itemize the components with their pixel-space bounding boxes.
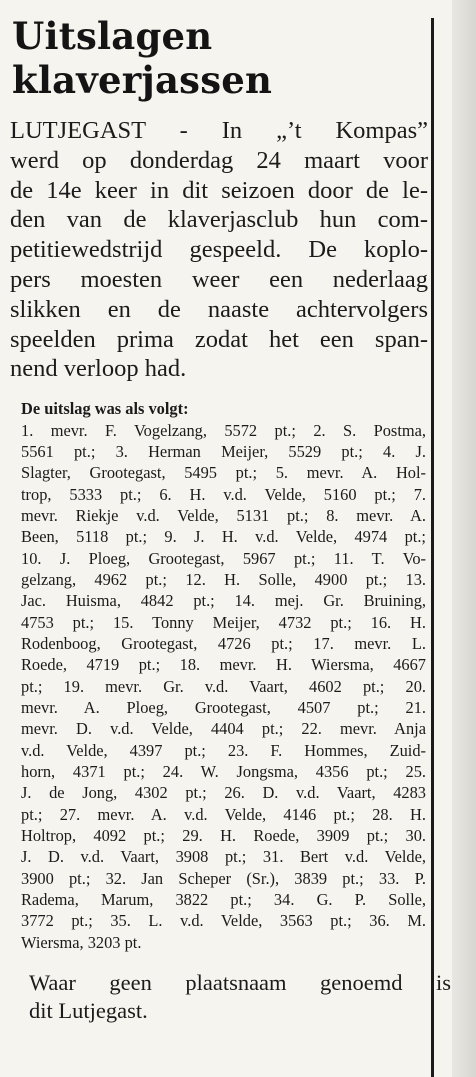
results-line: 3900 pt.; 32. Jan Scheper (Sr.), 3839 pt.; 33. P.	[21, 868, 426, 888]
lead-line: petitiewedstrijd gespeeld. De koplo-	[10, 236, 428, 264]
results-line: mevr. A. Ploeg, Grootegast, 4507 pt.; 21.	[21, 697, 426, 717]
results-line: 1. mevr. F. Vogelzang, 5572 pt.; 2. S. Postma,	[21, 420, 426, 440]
headline-line: klaverjassen	[12, 58, 273, 102]
page-edge-shadow	[452, 0, 476, 1077]
lead-line: nend verloop had.	[10, 355, 187, 383]
closing-note	[29, 969, 451, 1025]
results-line: Been, 5118 pt.; 9. J. H. v.d. Velde, 4974 pt.;	[21, 527, 426, 547]
results-line: pt.; 27. mevr. A. v.d. Velde, 4146 pt.; 28. H.	[21, 804, 426, 824]
results-line: 3772 pt.; 35. L. v.d. Velde, 3563 pt.; 36. M.	[21, 911, 426, 931]
results-line: Wiersma, 3203 pt.	[21, 932, 142, 952]
lead-line: LUTJEGAST - In „’t Kompas”	[10, 117, 428, 144]
results-line: J. de Jong, 4302 pt.; 26. D. v.d. Vaart, 4283	[21, 783, 426, 803]
results-line: 4753 pt.; 15. Tonny Meijer, 4732 pt.; 16. H.	[21, 612, 426, 632]
results-line: Jac. Huisma, 4842 pt.; 14. mej. Gr. Bruining,	[21, 591, 426, 611]
results-line: mevr. D. v.d. Velde, 4404 pt.; 22. mevr. Anja	[21, 719, 426, 739]
headline-line: Uitslagen	[12, 14, 213, 58]
results-intro: De uitslag was als volgt:	[21, 399, 189, 419]
results-line: mevr. Riekje v.d. Velde, 5131 pt.; 8. mevr. A.	[21, 505, 426, 525]
results-line: 5561 pt.; 3. Herman Meijer, 5529 pt.; 4. J.	[21, 441, 426, 461]
results-line: trop, 5333 pt.; 6. H. v.d. Velde, 5160 pt.; 7.	[21, 484, 426, 504]
lead-line: de 14e keer in dit seizoen door de le-	[10, 176, 428, 204]
lead-line: den van de klaverjasclub hun com-	[10, 206, 428, 234]
results-line: Holtrop, 4092 pt.; 29. H. Roede, 3909 pt.; 30.	[21, 826, 426, 846]
closing-line: Waar geen plaatsnaam genoemd is	[29, 970, 451, 996]
results-line: v.d. Velde, 4397 pt.; 23. F. Hommes, Zuid-	[21, 740, 426, 760]
results-line: gelzang, 4962 pt.; 12. H. Solle, 4900 pt.; 13.	[21, 569, 426, 589]
results-line: J. D. v.d. Vaart, 3908 pt.; 31. Bert v.d. Velde,	[21, 847, 426, 867]
results-line: 10. J. Ploeg, Grootegast, 5967 pt.; 11. T. Vo-	[21, 548, 426, 568]
closing-line: dit Lutjegast.	[29, 998, 148, 1024]
headline	[12, 14, 430, 102]
results-line: Radema, Marum, 3822 pt.; 34. G. P. Solle,	[21, 890, 426, 910]
results-line: horn, 4371 pt.; 24. W. Jongsma, 4356 pt.; 25.	[21, 762, 426, 782]
lead-line: werd op donderdag 24 maart voor	[10, 146, 428, 174]
results-list	[21, 398, 426, 953]
article	[10, 14, 451, 1025]
results-line: Rodenboog, Grootegast, 4726 pt.; 17. mevr. L.	[21, 633, 426, 653]
results-line: pt.; 19. mevr. Gr. v.d. Vaart, 4602 pt.; 20.	[21, 676, 426, 696]
column-rule	[431, 18, 434, 1077]
results-line: Slagter, Grootegast, 5495 pt.; 5. mevr. A. Hol-	[21, 463, 426, 483]
lead-line: pers moesten weer een nederlaag	[10, 265, 428, 293]
results-line: Roede, 4719 pt.; 18. mevr. H. Wiersma, 4667	[21, 655, 426, 675]
lead-line: slikken en de naaste achtervolgers	[10, 295, 428, 323]
lead-line: speelden prima zodat het een span-	[10, 325, 428, 353]
lead-paragraph	[10, 116, 428, 384]
